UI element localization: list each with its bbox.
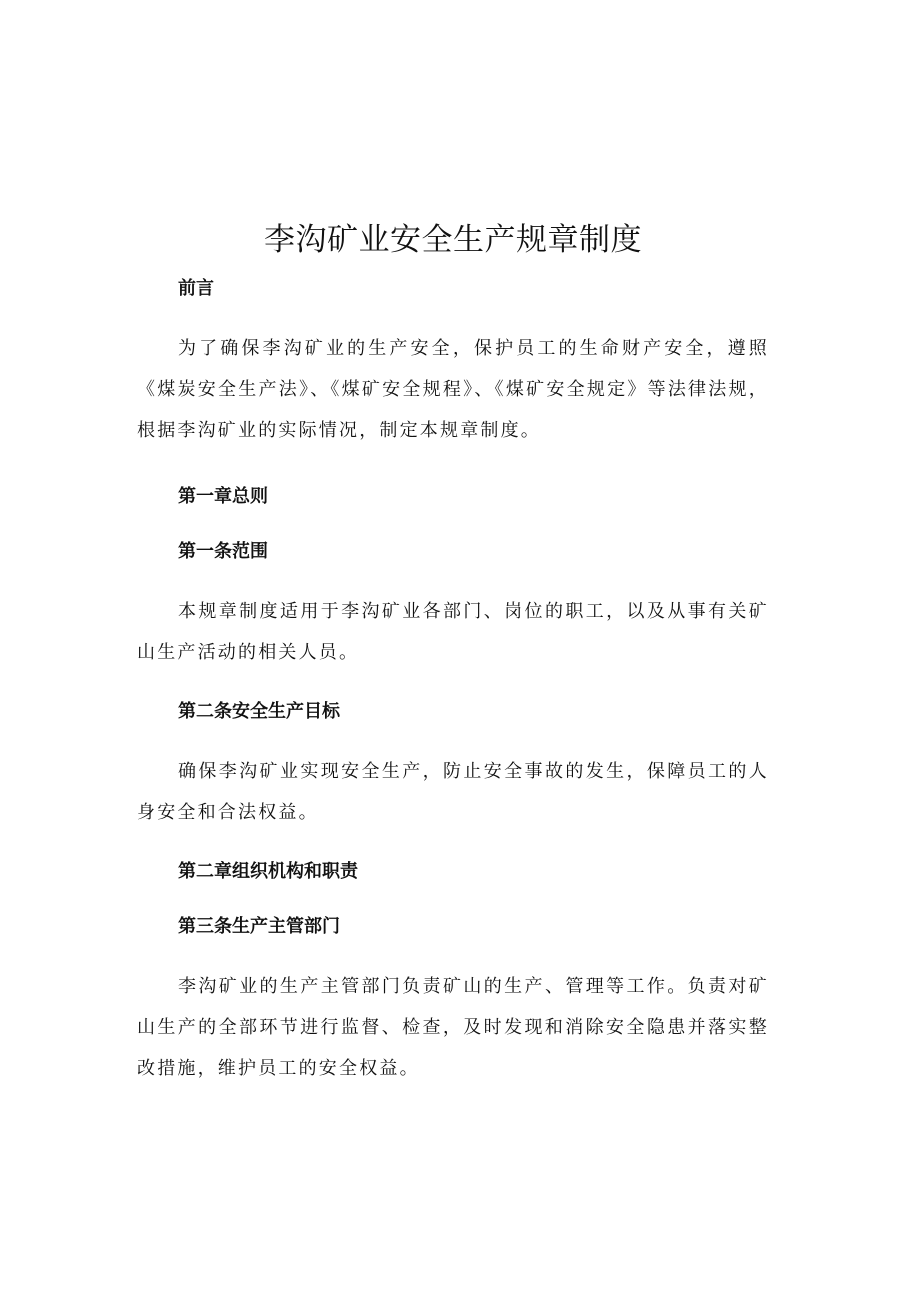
section-heading-preface: 前言 [178, 278, 214, 299]
spacer [137, 302, 769, 328]
paragraph-article-1: 本规章制度适用于李沟矿业各部门、岗位的职工，以及从事有关矿山生产活动的相关人员。 [137, 601, 769, 663]
spacer [137, 510, 769, 539]
spacer [137, 565, 769, 591]
chapter-heading-1: 第一章总则 [178, 486, 268, 507]
article-heading-1: 第一条范围 [178, 541, 268, 562]
paragraph-preface: 为了确保李沟矿业的生产安全，保护员工的生命财产安全，遵照《煤炭安全生产法》、《煤矿安全规程》、《煤矿安全规定》等法律法规，根据李沟矿业的实际情况，制定本规章制度。 [137, 338, 769, 441]
paragraph-article-2: 确保李沟矿业实现安全生产，防止安全事故的发生，保障员工的人身安全和合法权益。 [137, 761, 769, 823]
spacer [137, 885, 769, 914]
document-body [137, 214, 769, 1089]
spacer [137, 451, 769, 484]
chapter-heading-2: 第二章组织机构和职责 [178, 861, 358, 882]
spacer [137, 673, 769, 699]
article-heading-3: 第三条生产主管部门 [178, 916, 340, 937]
article-heading-2: 第二条安全生产目标 [178, 701, 340, 722]
spacer [137, 833, 769, 859]
document-title: 李沟矿业安全生产规章制度 [264, 222, 642, 258]
spacer [137, 725, 769, 751]
paragraph-article-3: 李沟矿业的生产主管部门负责矿山的生产、管理等工作。负责对矿山生产的全部环节进行监督、检查，及时发现和消除安全隐患并落实整改措施，维护员工的安全权益。 [137, 976, 769, 1079]
spacer [137, 940, 769, 966]
